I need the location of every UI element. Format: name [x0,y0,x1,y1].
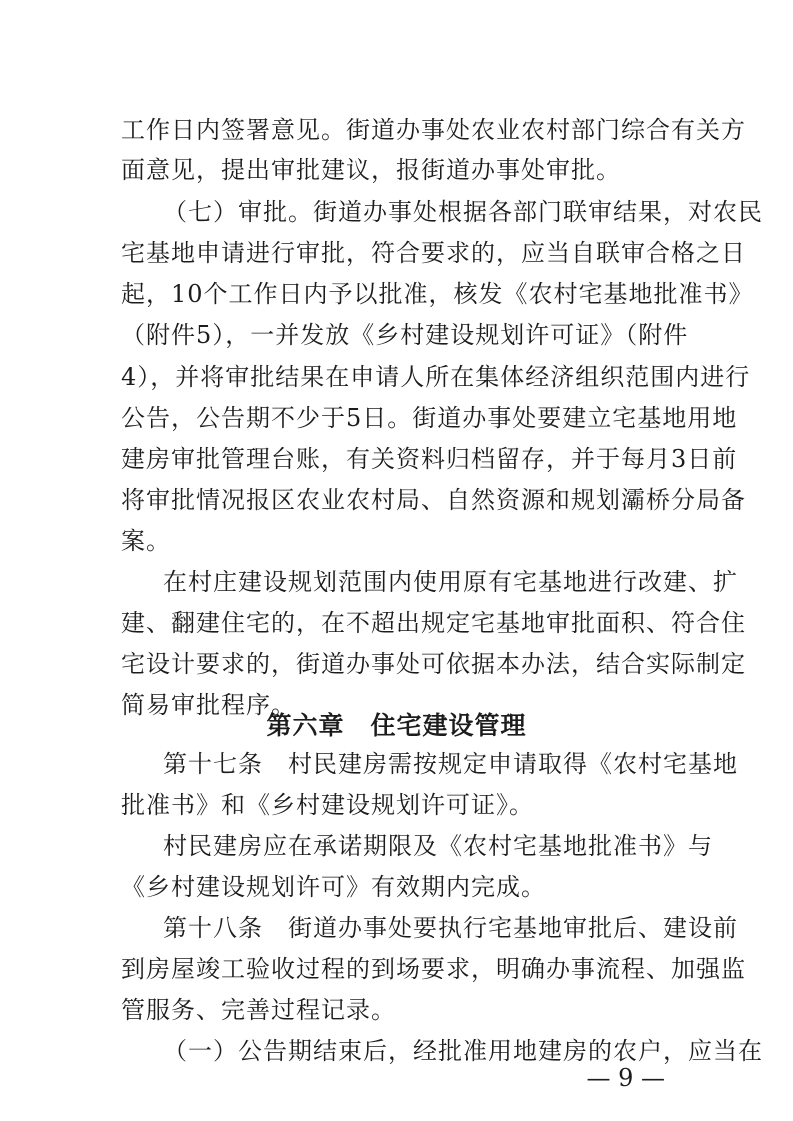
article-line: 第十八条 街道办事处要执行宅基地审批后、建设前 [163,914,738,942]
page-number: — 9 — [586,1064,665,1092]
paragraph-line: 建房审批管理台账，有关资料归档留存，并于每月3日前 [121,445,738,473]
paragraph-line: 将审批情况报区农业农村局、自然资源和规划灞桥分局备 [121,486,746,514]
article-line: 到房屋竣工验收过程的到场要求，明确办事流程、加强监 [121,955,746,983]
paragraph-line: 案。 [121,527,171,555]
paragraph-line: （附件5），一并发放《乡村建设规划许可证》（附件 [121,321,689,349]
chapter-heading: 第六章 住宅建设管理 [266,711,527,740]
paragraph-line: 简易审批程序。 [121,691,296,719]
paragraph-line: 工作日内签署意见。街道办事处农业农村部门综合有关方 [121,116,746,144]
article-line: 批准书》和《乡村建设规划许可证》。 [121,791,534,819]
paragraph-line: 面意见，提出审批建议，报街道办事处审批。 [121,156,621,184]
article-line: 管服务、完善过程记录。 [121,996,396,1024]
paragraph-line: 4），并将审批结果在申请人所在集体经济组织范围内进行 [121,363,751,391]
paragraph-line: （一）公告期结束后，经批准用地建房的农户，应当在 [163,1037,763,1065]
article-line: 第十七条 村民建房需按规定申请取得《农村宅基地 [163,750,738,778]
paragraph-line: 宅基地申请进行审批，符合要求的，应当自联审合格之日 [121,239,746,267]
paragraph-line: 建、翻建住宅的，在不超出规定宅基地审批面积、符合住 [121,609,746,637]
paragraph-line: 公告，公告期不少于5日。街道办事处要建立宅基地用地 [121,404,738,432]
paragraph-line: （七）审批。街道办事处根据各部门联审结果，对农民 [163,198,763,226]
paragraph-line: 宅设计要求的，街道办事处可依据本办法，结合实际制定 [121,650,746,678]
paragraph-line: 起，10个工作日内予以批准，核发《农村宅基地批准书》 [121,280,754,308]
paragraph-line: 村民建房应在承诺期限及《农村宅基地批准书》与 [163,832,713,860]
paragraph-line: 在村庄建设规划范围内使用原有宅基地进行改建、扩 [163,568,738,596]
paragraph-line: 《乡村建设规划许可》有效期内完成。 [121,873,546,901]
